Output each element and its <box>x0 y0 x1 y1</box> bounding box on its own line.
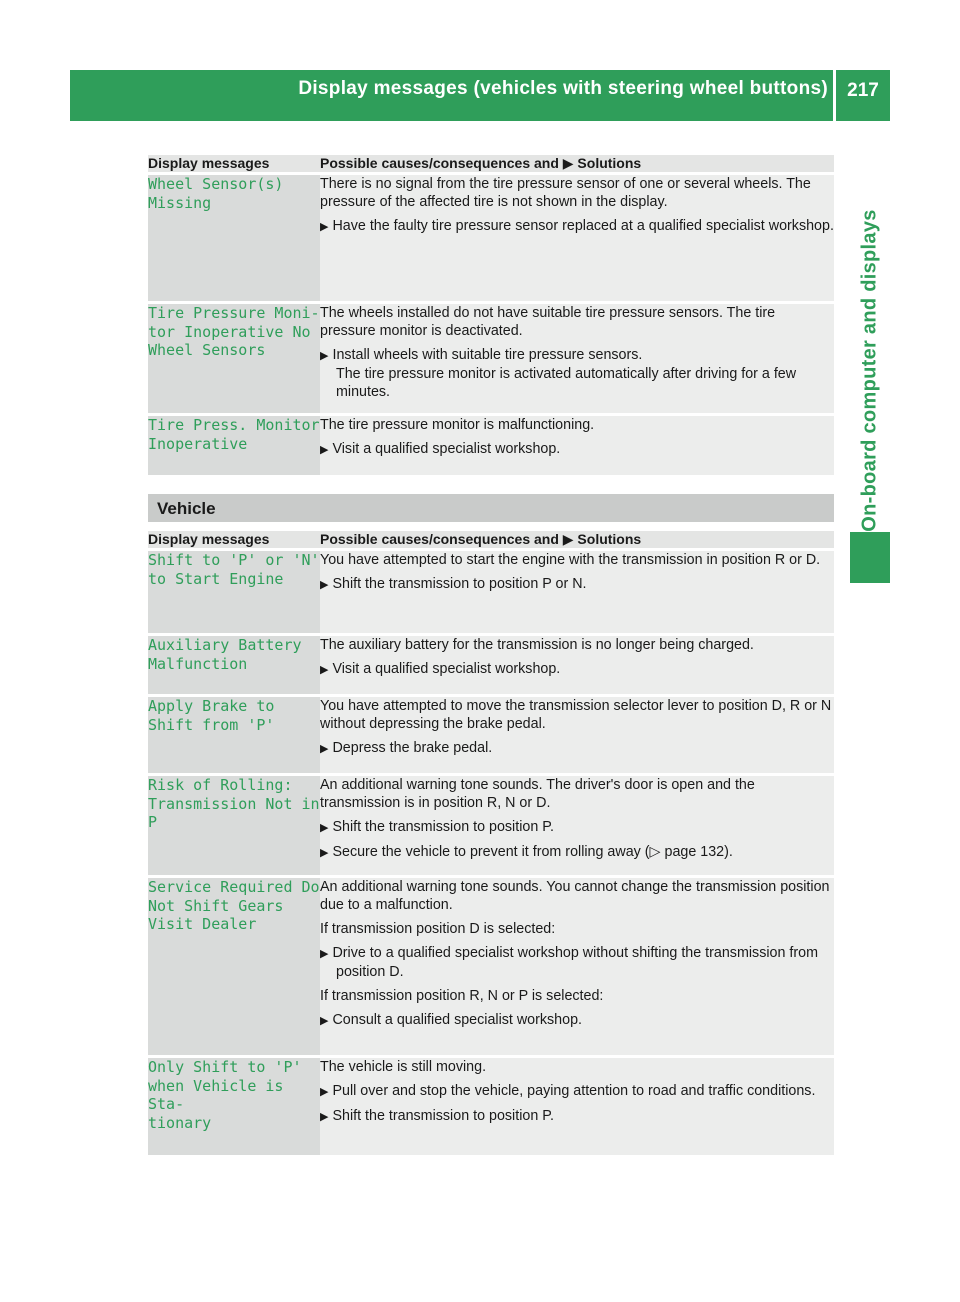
message-line: P <box>148 813 158 831</box>
message-cell <box>148 415 320 477</box>
table-row <box>148 635 834 696</box>
condition-text: If transmission position R, N or P is selected: <box>320 988 604 1004</box>
cause-text: The vehicle is still moving. <box>320 1059 487 1075</box>
arrow-icon: ▶ <box>320 221 329 233</box>
cause-cell <box>320 550 834 635</box>
cause-text: The tire pressure monitor is malfunctioning. <box>320 417 595 433</box>
display-messages-table-vehicle <box>148 531 834 1158</box>
section-title: Vehicle <box>157 499 216 518</box>
solution-text: Drive to a qualified specialist workshop without shifting the transmission from position D. <box>332 945 818 980</box>
table-row <box>148 877 834 1057</box>
cause-cell <box>320 1057 834 1157</box>
solution-text: Visit a qualified specialist workshop. <box>332 661 561 677</box>
display-messages-table-tires <box>148 155 834 478</box>
cause-cell <box>320 174 834 303</box>
column-header-causes: Possible causes/consequences and ▶ Solutions <box>320 531 834 550</box>
cause-text: An additional warning tone sounds. You cannot change the transmission position due to a malfunction. <box>320 879 830 913</box>
arrow-icon: ▶ <box>320 743 329 755</box>
message-line: tionary <box>148 1113 212 1132</box>
message-line: Wheel Sensors <box>148 341 266 359</box>
cause-text: The wheels installed do not have suitable tire pressure sensors. The tire pressure monitor is deactivated. <box>320 305 776 339</box>
message-line: Inoperative <box>148 434 248 453</box>
message-line: to Start Engine <box>148 569 284 588</box>
cause-text: An additional warning tone sounds. The driver's door is open and the transmission is in position R, N or D. <box>320 777 755 811</box>
message-line: Wheel Sensor(s) <box>148 175 284 193</box>
message-line: Only Shift to 'P' <box>148 1058 302 1076</box>
message-cell <box>148 303 320 415</box>
side-tab <box>850 160 890 580</box>
arrow-icon: ▶ <box>320 350 329 362</box>
cause-cell <box>320 775 834 877</box>
condition-text: If transmission position D is selected: <box>320 921 556 937</box>
arrow-icon: ▶ <box>320 1086 329 1098</box>
solution-step <box>320 739 834 758</box>
solution-text: Shift the transmission to position P. <box>332 1108 554 1124</box>
cause-cell <box>320 877 834 1057</box>
solution-step <box>320 818 834 837</box>
arrow-icon: ▶ <box>320 1015 329 1027</box>
column-header-causes: Possible causes/consequences and ▶ Solutions <box>320 155 834 174</box>
message-line: Risk of Rolling: <box>148 776 293 794</box>
solution-text: Consult a qualified specialist workshop. <box>332 1012 583 1028</box>
table-header-row <box>148 155 834 174</box>
message-cell <box>148 1057 320 1157</box>
arrow-icon: ▶ <box>320 847 329 859</box>
solution-step <box>320 1011 834 1030</box>
message-cell <box>148 696 320 775</box>
cause-cell <box>320 303 834 415</box>
message-line: Shift from 'P' <box>148 715 275 734</box>
table-header-row <box>148 531 834 550</box>
message-cell <box>148 635 320 696</box>
message-cell <box>148 775 320 877</box>
message-line: Shift to 'P' or 'N' <box>148 551 320 569</box>
solution-text: Depress the brake pedal. <box>332 740 493 756</box>
cause-cell <box>320 696 834 775</box>
column-header-messages: Display messages <box>148 531 320 550</box>
message-line: Tire Pressure Moni‐ <box>148 304 320 322</box>
solution-text: Pull over and stop the vehicle, paying attention to road and traffic conditions. <box>332 1083 816 1099</box>
section-bar <box>148 494 834 522</box>
arrow-icon: ▶ <box>320 948 329 960</box>
page-number: 217 <box>847 80 879 101</box>
solution-text: Have the faulty tire pressure sensor replaced at a qualified specialist workshop. <box>332 218 834 234</box>
solution-step <box>320 217 834 236</box>
table-row <box>148 415 834 477</box>
side-tab-label: On-board computer and displays <box>858 208 881 532</box>
table-row <box>148 303 834 415</box>
solution-step <box>320 843 834 862</box>
solution-text: Secure the vehicle to prevent it from rolling away (▷ page 132). <box>332 844 733 860</box>
message-line: Apply Brake to <box>148 697 275 715</box>
solution-step <box>320 1082 834 1101</box>
solution-text: Visit a qualified specialist workshop. <box>332 441 561 457</box>
message-line: Missing <box>148 193 212 212</box>
table-row <box>148 775 834 877</box>
message-cell <box>148 174 320 303</box>
cause-cell <box>320 415 834 477</box>
message-line: Visit Dealer <box>148 915 257 933</box>
solution-step <box>320 660 834 679</box>
message-line: Transmission Not in <box>148 794 320 813</box>
arrow-icon: ▶ <box>320 1111 329 1123</box>
table-row <box>148 696 834 775</box>
message-line: tor Inoperative No <box>148 322 311 341</box>
cause-text: You have attempted to move the transmission selector lever to position D, R or N without depressing the brake pedal. <box>320 698 832 732</box>
message-line: Auxiliary Battery <box>148 636 302 654</box>
arrow-icon: ▶ <box>320 579 329 591</box>
table-row <box>148 550 834 635</box>
message-line: when Vehicle is Sta‐ <box>148 1076 284 1113</box>
message-line: Malfunction <box>148 654 248 673</box>
solution-text: Shift the transmission to position P or N. <box>332 576 587 592</box>
solution-step <box>320 346 834 401</box>
table-row <box>148 1057 834 1157</box>
side-marker <box>850 532 890 583</box>
cause-text: There is no signal from the tire pressure sensor of one or several wheels. The pressure of the affected tire is not shown in the display. <box>320 176 811 210</box>
arrow-icon: ▶ <box>320 822 329 834</box>
arrow-icon: ▶ <box>320 664 329 676</box>
message-line: Service Required Do <box>148 878 320 896</box>
column-header-messages: Display messages <box>148 155 320 174</box>
solution-step <box>320 1107 834 1126</box>
arrow-icon: ▶ <box>320 444 329 456</box>
cause-text: You have attempted to start the engine with the transmission in position R or D. <box>320 552 821 568</box>
solution-step <box>320 944 834 981</box>
solution-text: Shift the transmission to position P. <box>332 819 554 835</box>
cause-cell <box>320 635 834 696</box>
page-title: Display messages (vehicles with steering wheel buttons) <box>298 78 828 99</box>
cause-text: The auxiliary battery for the transmission is no longer being charged. <box>320 637 754 653</box>
solution-step <box>320 440 834 459</box>
table-row <box>148 174 834 303</box>
message-cell <box>148 550 320 635</box>
message-line: Tire Press. Monitor <box>148 416 320 434</box>
message-cell <box>148 877 320 1057</box>
message-line: Not Shift Gears <box>148 896 284 915</box>
solution-note: The tire pressure monitor is activated automatically after driving for a few minutes. <box>336 366 797 400</box>
solution-step <box>320 575 834 594</box>
solution-text: Install wheels with suitable tire pressure sensors. <box>332 347 643 363</box>
